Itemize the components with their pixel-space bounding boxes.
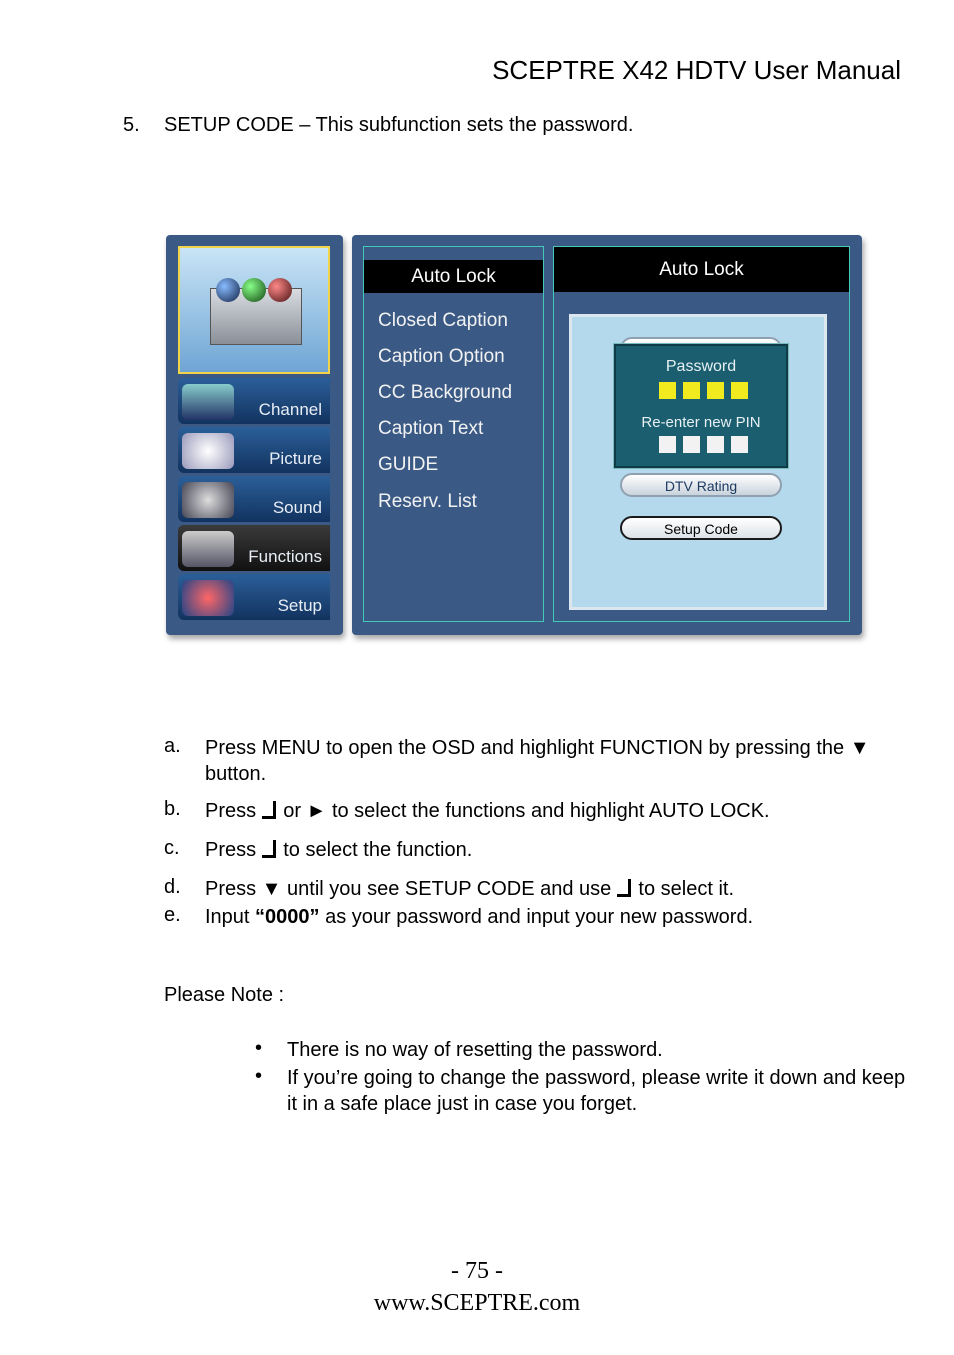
bullet-icon: •: [255, 1065, 263, 1087]
pin-digit[interactable]: [731, 382, 748, 399]
submenu-item[interactable]: CC Background: [378, 382, 513, 403]
submenu-title[interactable]: Auto Lock: [364, 260, 543, 293]
osd-menu-setup[interactable]: Setup: [178, 574, 330, 620]
submenu-item[interactable]: Caption Text: [378, 418, 484, 439]
password-dialog: [614, 344, 788, 468]
setup-code-button[interactable]: Setup Code: [620, 516, 782, 540]
footer-website: www.SCEPTRE.com: [373, 1290, 581, 1316]
osd-menu-functions[interactable]: Functions: [178, 525, 330, 571]
speaker-icon: [182, 482, 234, 518]
new-pin-digit[interactable]: [683, 436, 700, 453]
step-d: d. Press ▼ until you see SETUP CODE and use to select it.: [164, 876, 735, 900]
submenu-item[interactable]: Caption Option: [378, 346, 505, 367]
osd-menu-picture[interactable]: Picture: [178, 427, 330, 473]
reenter-pin-label: Re-enter new PIN: [641, 414, 761, 431]
tv-icon: [182, 384, 234, 420]
functions-chest-image: [178, 246, 330, 374]
section-heading: [123, 114, 633, 137]
new-pin-digit[interactable]: [731, 436, 748, 453]
osd-main-menu: [166, 235, 343, 635]
chest-icon: [182, 531, 234, 567]
osd-submenu: [363, 246, 544, 622]
password-label: Password: [665, 358, 737, 375]
dtv-rating-button[interactable]: DTV Rating: [620, 473, 782, 497]
section-text: SETUP CODE – This subfunction sets the password.: [164, 114, 634, 136]
submenu-item[interactable]: GUIDE: [378, 454, 439, 475]
note-title: Please Note :: [164, 984, 285, 1006]
submenu-item[interactable]: Reserv. List: [378, 491, 477, 512]
enter-icon: [262, 840, 278, 858]
page-number: - 75 -: [451, 1258, 503, 1284]
palette-icon: [182, 433, 234, 469]
osd-screenshot: [166, 235, 864, 640]
bullet-item: • There is no way of resetting the password.: [255, 1037, 663, 1061]
enter-icon: [617, 879, 633, 897]
step-b: b. Press or ► to select the functions and highlight AUTO LOCK.: [164, 798, 770, 822]
osd-detail: [553, 246, 850, 622]
ball-icon: [268, 278, 292, 302]
osd-content-panel: [352, 235, 862, 635]
pin-digit[interactable]: [707, 382, 724, 399]
osd-menu-sound[interactable]: Sound: [178, 476, 330, 522]
osd-menu-channel[interactable]: Channel: [178, 378, 330, 424]
pin-digit[interactable]: [683, 382, 700, 399]
new-pin-digit[interactable]: [707, 436, 724, 453]
pin-digit[interactable]: [659, 382, 676, 399]
new-pin-digit[interactable]: [659, 436, 676, 453]
ball-icon: [216, 278, 240, 302]
step-a: a. Press MENU to open the OSD and highlight FUNCTION by pressing the ▼ button.: [164, 735, 870, 785]
bullet-icon: •: [255, 1037, 263, 1059]
bullet-item: • If you’re going to change the password, please write it down and keep it in a safe place just in case you forget.: [255, 1065, 906, 1115]
section-number: 5.: [123, 114, 140, 136]
gear-icon: [182, 580, 234, 616]
step-e: e. Input “0000” as your password and input your new password.: [164, 904, 754, 928]
detail-body: [569, 314, 827, 610]
submenu-item[interactable]: Closed Caption: [378, 310, 508, 331]
step-c: c. Press to select the function.: [164, 837, 473, 861]
ball-icon: [242, 278, 266, 302]
detail-title: Auto Lock: [554, 247, 849, 292]
page-header: SCEPTRE X42 HDTV User Manual: [492, 55, 901, 85]
enter-icon: [262, 801, 278, 819]
